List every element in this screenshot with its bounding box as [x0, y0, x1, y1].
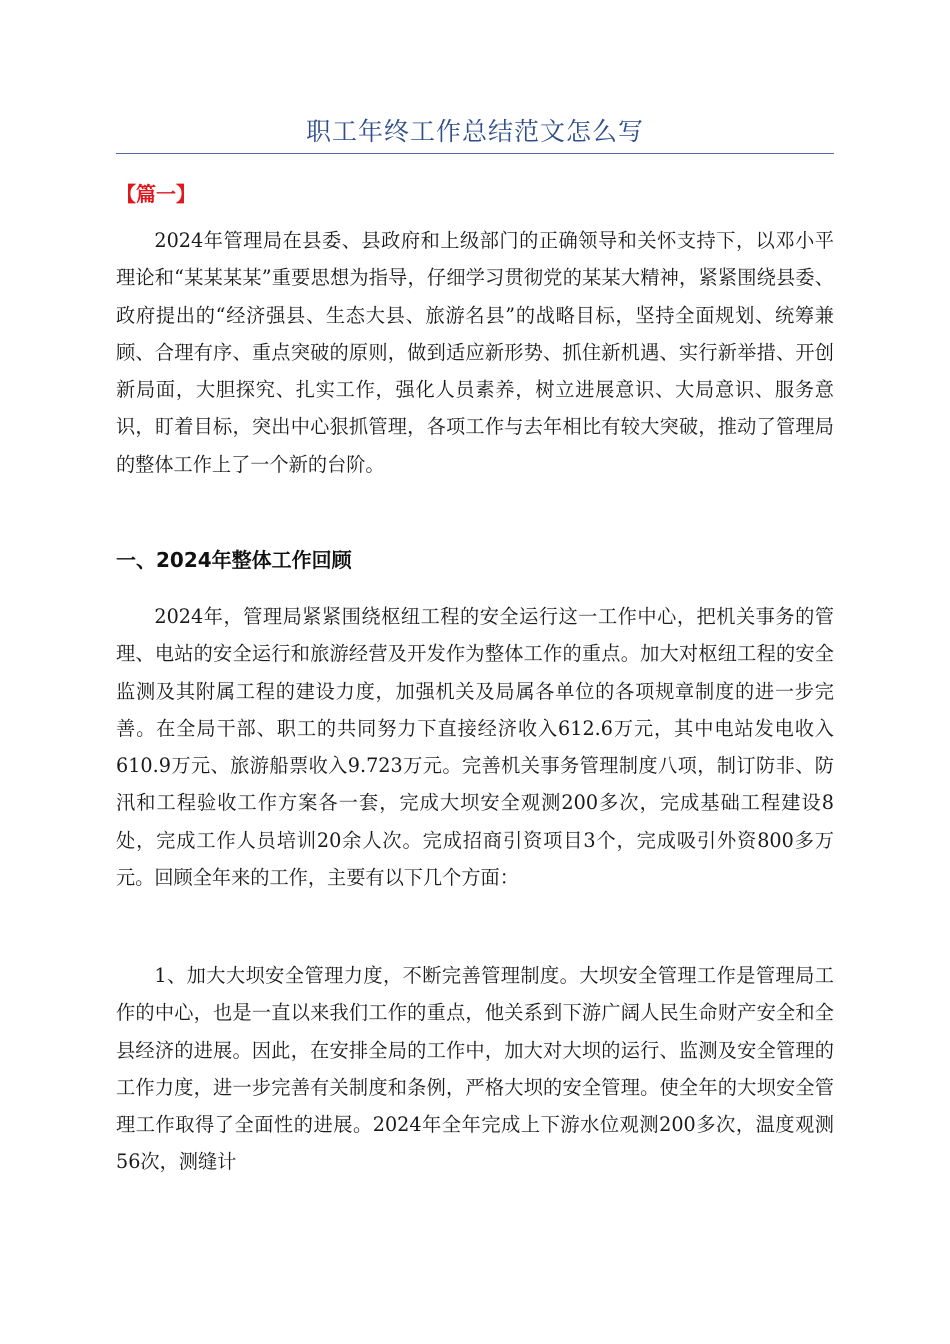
- section-heading: 一、2024年整体工作回顾: [116, 548, 352, 572]
- paragraph-review: 2024年，管理局紧紧围绕枢纽工程的安全运行这一工作中心，把机关事务的管理、电站的安全运行和旅游经营及开发作为整体工作的重点。加大对枢纽工程的安全监测及其附属工程的建设力度，加强机关及局属各单位的各项规章制度的进一步完善。在全局干部、职工的共同努力下直接经济收入612.6万元，其中电站发电收入610.9万元、旅游船票收入9.723万元。完善机关事务管理制度八项，制订防非、防汛和工程验收工作方案各一套，完成大坝安全观测200多次，完成基础工程建设8处，完成工作人员培训20余人次。完成招商引资项目3个，完成吸引外资800多万元。回顾全年来的工作，主要有以下几个方面：: [116, 605, 834, 890]
- title-divider: [116, 153, 834, 154]
- section-label: 【篇一】: [116, 182, 196, 206]
- paragraph-intro: 2024年管理局在县委、县政府和上级部门的正确领导和关怀支持下，以邓小平理论和“某某某某”重要思想为指导，仔细学习贯彻党的某某大精神，紧紧围绕县委、政府提出的“经济强县、生态大县、旅游名县”的战略目标，坚持全面规划、统筹兼顾、合理有序、重点突破的原则，做到适应新形势、抓住新机遇、实行新举措、开创新局面，大胆探究、扎实工作，强化人员素养，树立进展意识、大局意识、服务意识，盯着目标，突出中心狠抓管理，各项工作与去年相比有较大突破，推动了管理局的整体工作上了一个新的台阶。: [116, 229, 834, 476]
- page-title: 职工年终工作总结范文怎么写: [305, 117, 644, 146]
- paragraph-dam-safety: 1、加大大坝安全管理力度，不断完善管理制度。大坝安全管理工作是管理局工作的中心，也是一直以来我们工作的重点，他关系到下游广阔人民生命财产安全和全县经济的进展。因此，在安排全局的工作中，加大对大坝的运行、监测及安全管理的工作力度，进一步完善有关制度和条例，严格大坝的安全管理。使全年的大坝安全管理工作取得了全面性的进展。2024年全年完成上下游水位观测200多次，温度观测56次，测缝计: [116, 964, 834, 1174]
